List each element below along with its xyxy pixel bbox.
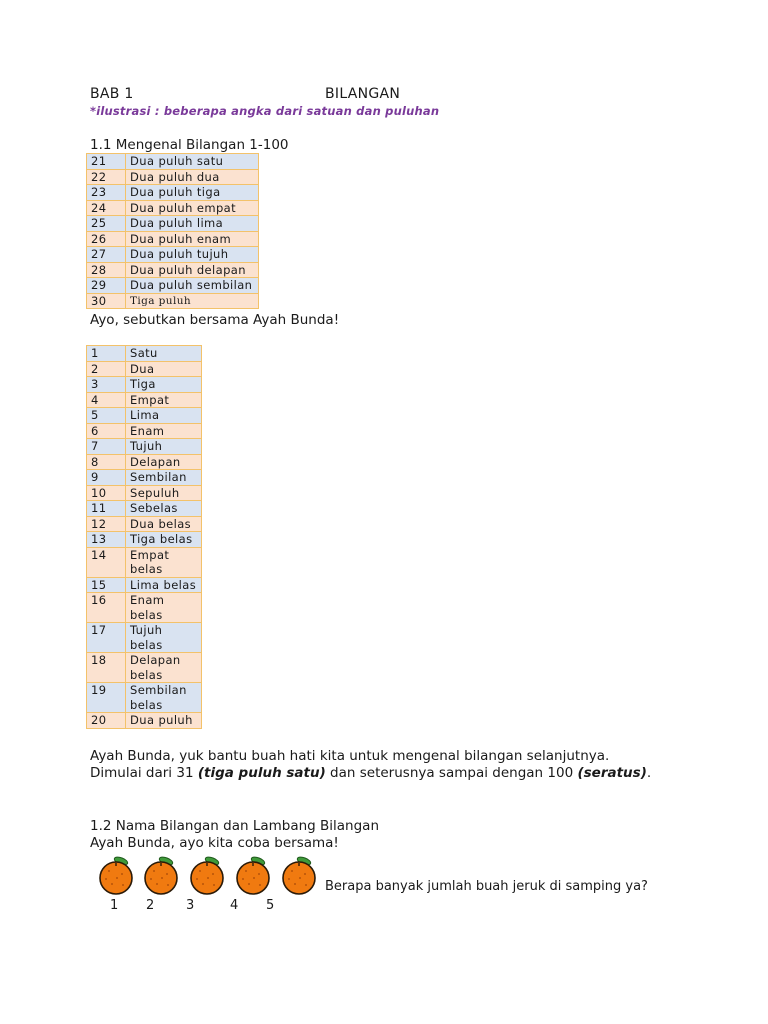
orange-number-label: 4 [230,898,239,913]
table-row [87,470,202,486]
table-row [87,231,259,247]
number-cell: 29 [87,278,126,294]
section2-heading: 1.2 Nama Bilangan dan Lambang Bilangan [90,818,380,834]
table-row [87,454,202,470]
number-name-cell: Sebelas [126,501,202,517]
number-cell: 10 [87,485,126,501]
paragraph-text-a: Dimulai dari 31 [90,765,198,781]
table-row [87,169,259,185]
prompt-say-together: Ayo, sebutkan bersama Ayah Bunda! [90,312,340,328]
number-cell: 15 [87,577,126,593]
number-cell: 27 [87,247,126,263]
orange-number-label: 2 [146,898,155,913]
number-name-cell: Dua [126,361,202,377]
number-name-cell: Dua puluh enam [126,231,259,247]
number-name-cell: Delapan belas [126,653,202,683]
table-row [87,154,259,170]
number-cell: 14 [87,547,126,577]
number-name-cell: Dua puluh empat [126,200,259,216]
number-name-cell: Dua belas [126,516,202,532]
number-cell: 22 [87,169,126,185]
number-cell: 26 [87,231,126,247]
number-name-cell: Empat [126,392,202,408]
table-row [87,713,202,729]
number-name-cell: Dua puluh dua [126,169,259,185]
number-cell: 24 [87,200,126,216]
paragraph-line1: Ayah Bunda, yuk bantu buah hati kita untuk mengenal bilangan selanjutnya. [90,748,610,764]
table-row [87,346,202,362]
number-name-cell: Tujuh [126,439,202,455]
orange-fruit-icon [97,856,135,896]
number-name-cell: Dua puluh lima [126,216,259,232]
orange-fruit-icon [188,856,226,896]
table-row [87,377,202,393]
table-row [87,439,202,455]
paragraph-emph-d: (seratus) [577,765,647,781]
table-row [87,683,202,713]
subtitle: *ilustrasi : beberapa angka dari satuan dan puluhan [90,104,440,118]
paragraph-line2 [90,765,651,782]
chapter-label: BAB 1 [90,86,134,102]
number-cell: 3 [87,377,126,393]
number-cell: 2 [87,361,126,377]
number-name-cell: Delapan [126,454,202,470]
orange-fruit-icon [280,856,318,896]
number-name-cell: Dua puluh satu [126,154,259,170]
table-row [87,361,202,377]
number-name-cell: Empat belas [126,547,202,577]
number-name-cell: Sembilan [126,470,202,486]
number-name-cell: Dua puluh tiga [126,185,259,201]
numbers-table-21-30 [86,153,259,309]
number-cell: 23 [87,185,126,201]
paragraph-text-c: dan seterusnya sampai dengan 100 [325,765,578,781]
table-row [87,532,202,548]
orange-count-question: Berapa banyak jumlah buah jeruk di samping ya? [325,879,648,894]
table-row [87,247,259,263]
number-cell: 1 [87,346,126,362]
number-name-cell: Satu [126,346,202,362]
orange-fruit-icon [234,856,272,896]
table-row [87,653,202,683]
number-cell: 18 [87,653,126,683]
number-name-cell: Dua puluh delapan [126,262,259,278]
orange-number-label: 1 [110,898,119,913]
table-row [87,547,202,577]
number-cell: 17 [87,623,126,653]
orange-number-label: 5 [266,898,275,913]
numbers-table-1-20 [86,345,202,729]
section1-heading: 1.1 Mengenal Bilangan 1-100 [90,137,289,153]
number-cell: 16 [87,593,126,623]
number-name-cell: Tiga puluh [126,293,259,309]
number-name-cell: Lima belas [126,577,202,593]
table-row [87,516,202,532]
table-row [87,623,202,653]
paragraph-emph-b: (tiga puluh satu) [197,765,326,781]
number-cell: 4 [87,392,126,408]
section2-prompt: Ayah Bunda, ayo kita coba bersama! [90,835,339,851]
table-row [87,501,202,517]
number-cell: 6 [87,423,126,439]
number-cell: 28 [87,262,126,278]
table-row [87,278,259,294]
chapter-title: BILANGAN [325,86,401,102]
number-cell: 12 [87,516,126,532]
number-name-cell: Tiga [126,377,202,393]
number-cell: 5 [87,408,126,424]
table-row [87,408,202,424]
table-row [87,485,202,501]
orange-fruit-icon [142,856,180,896]
number-name-cell: Tujuh belas [126,623,202,653]
table-row [87,577,202,593]
number-cell: 21 [87,154,126,170]
table-row [87,293,259,309]
number-cell: 8 [87,454,126,470]
number-cell: 25 [87,216,126,232]
number-name-cell: Dua puluh [126,713,202,729]
number-cell: 9 [87,470,126,486]
table-row [87,216,259,232]
table-row [87,262,259,278]
orange-number-label: 3 [186,898,195,913]
number-name-cell: Sepuluh [126,485,202,501]
number-name-cell: Dua puluh sembilan [126,278,259,294]
table-row [87,185,259,201]
number-name-cell: Enam belas [126,593,202,623]
number-cell: 7 [87,439,126,455]
paragraph-text-e: . [646,765,652,781]
table-row [87,593,202,623]
number-cell: 20 [87,713,126,729]
number-name-cell: Tiga belas [126,532,202,548]
number-name-cell: Dua puluh tujuh [126,247,259,263]
number-name-cell: Lima [126,408,202,424]
number-cell: 11 [87,501,126,517]
number-name-cell: Sembilan belas [126,683,202,713]
number-cell: 19 [87,683,126,713]
number-cell: 13 [87,532,126,548]
number-name-cell: Enam [126,423,202,439]
table-row [87,392,202,408]
table-row [87,423,202,439]
table-row [87,200,259,216]
number-cell: 30 [87,293,126,309]
